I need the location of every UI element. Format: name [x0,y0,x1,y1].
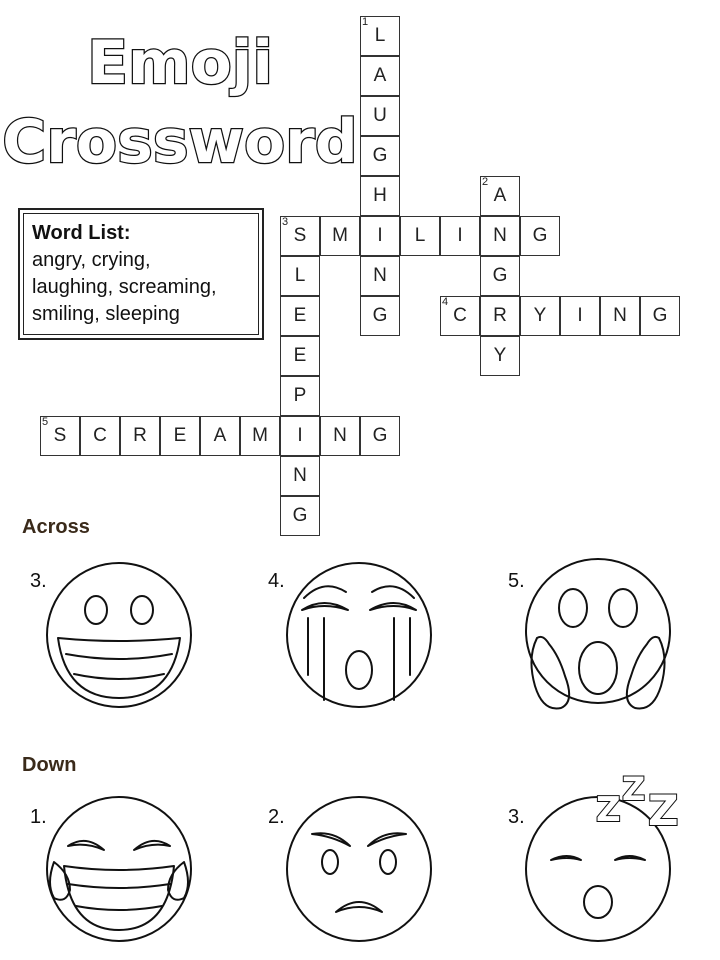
cell-letter: N [373,265,387,286]
zzz-letter: Z [622,770,646,808]
crossword-cell[interactable] [360,56,400,96]
crossword-cell[interactable] [480,256,520,296]
loudly-crying-face-icon [284,560,434,710]
crossword-cell[interactable] [360,136,400,176]
crossword-cell[interactable] [80,416,120,456]
cell-letter: S [293,225,307,246]
word-list-heading: Word List: [32,222,131,244]
clue-number-label: 4 [442,296,449,308]
cell-letter: Y [533,305,547,326]
cell-letter: A [373,65,387,86]
across-clue-number: 4. [268,570,285,592]
cell-letter: R [133,425,147,446]
crossword-cell[interactable] [440,216,480,256]
crossword-cell[interactable] [640,296,680,336]
cell-letter: H [373,185,387,206]
angry-face-icon [284,794,434,944]
crossword-cell[interactable] [320,416,360,456]
clue-number-label: 1 [362,16,369,28]
cell-letter: G [652,305,668,326]
crossword-cell[interactable] [480,176,520,216]
crossword-cell[interactable] [360,96,400,136]
cell-letter: Y [493,345,507,366]
cell-letter: U [373,105,387,126]
word-list-box [18,208,264,340]
crossword-cell[interactable] [360,176,400,216]
grinning-face-icon [44,560,194,710]
cell-letter: N [333,425,347,446]
cell-letter: S [53,425,67,446]
crossword-cell[interactable] [480,296,520,336]
cell-letter: L [374,25,386,46]
cell-letter: E [173,425,187,446]
word-list-inner [23,213,259,335]
crossword-cell[interactable] [520,216,560,256]
across-heading: Across [22,516,90,538]
cell-letter: P [293,385,307,406]
title-line-2: Crossword [2,107,358,177]
cell-letter: E [293,305,307,326]
crossword-cell[interactable] [480,216,520,256]
crossword-cell[interactable] [560,296,600,336]
crossword-cell[interactable] [280,416,320,456]
crossword-cell[interactable] [360,256,400,296]
crossword-cell[interactable] [320,216,360,256]
crossword-cell[interactable] [40,416,80,456]
cell-letter: I [297,425,303,446]
crossword-cell[interactable] [360,216,400,256]
crossword-cell[interactable] [280,216,320,256]
cell-letter: G [532,225,548,246]
crossword-cell[interactable] [120,416,160,456]
crossword-cell[interactable] [280,336,320,376]
crossword-cell[interactable] [280,376,320,416]
cell-letter: A [493,185,507,206]
cell-letter: A [213,425,227,446]
zzz-icon [596,768,696,848]
cell-letter: I [377,225,383,246]
cell-letter: G [372,145,388,166]
cell-letter: M [252,425,268,446]
crossword-cell[interactable] [480,336,520,376]
title-line-1: Emoji [87,28,273,98]
down-heading: Down [22,754,77,776]
crossword-cell[interactable] [160,416,200,456]
crossword-cell[interactable] [280,296,320,336]
crossword-cell[interactable] [440,296,480,336]
face-screaming-in-fear-icon [523,556,673,716]
cell-letter: G [292,505,308,526]
cell-letter: L [414,225,426,246]
crossword-cell[interactable] [280,256,320,296]
crossword-cell[interactable] [600,296,640,336]
word-list-line: angry, crying, [32,249,151,271]
clue-number-label: 5 [42,416,49,428]
zzz-letter: Z [596,790,621,830]
cell-letter: G [372,425,388,446]
across-clue-number: 3. [30,570,47,592]
crossword-cell[interactable] [360,16,400,56]
word-list-line: laughing, screaming, [32,276,217,298]
word-list-line: smiling, sleeping [32,303,180,325]
crossword-cell[interactable] [360,296,400,336]
cell-letter: L [294,265,306,286]
crossword-cell[interactable] [400,216,440,256]
cell-letter: N [613,305,627,326]
clue-number-label: 3 [282,216,289,228]
crossword-cell[interactable] [280,496,320,536]
cell-letter: C [453,305,467,326]
cell-letter: I [577,305,583,326]
cell-letter: G [372,305,388,326]
cell-letter: N [493,225,507,246]
across-clue-number: 5. [508,570,525,592]
cell-letter: R [493,305,507,326]
down-clue-number: 2. [268,806,285,828]
down-clue-number: 3. [508,806,525,828]
crossword-cell[interactable] [240,416,280,456]
cell-letter: N [293,465,307,486]
cell-letter: E [293,345,307,366]
crossword-cell[interactable] [280,456,320,496]
cell-letter: I [457,225,463,246]
down-clue-number: 1. [30,806,47,828]
cell-letter: M [332,225,348,246]
crossword-cell[interactable] [200,416,240,456]
crossword-cell[interactable] [360,416,400,456]
face-with-tears-of-joy-icon [44,794,194,944]
crossword-cell[interactable] [520,296,560,336]
clue-number-label: 2 [482,176,489,188]
zzz-letter: Z [648,786,679,835]
cell-letter: G [492,265,508,286]
cell-letter: C [93,425,107,446]
